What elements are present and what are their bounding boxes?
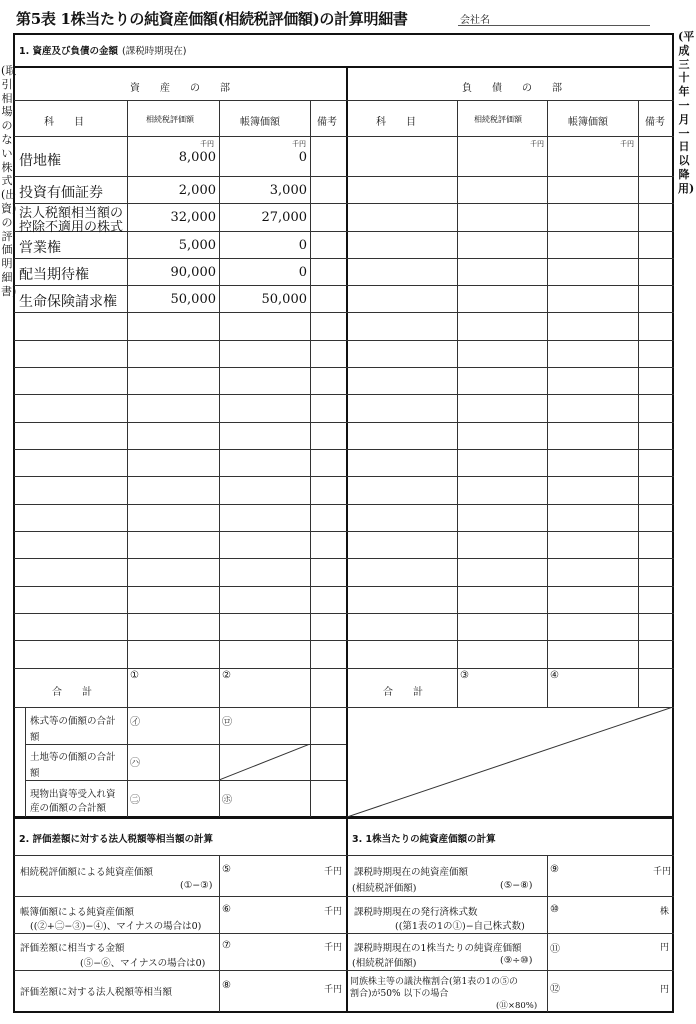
section3-title: 3. 1株当たりの純資産価額の計算 — [352, 834, 496, 845]
asset-inherit-6: 50,000 — [170, 292, 216, 307]
unit-left-inherit: 千円 — [200, 140, 214, 148]
s2-row2-line1: 帳簿価額による純資産価額 — [20, 907, 135, 918]
sub-row-3-mark-1: ㊁ — [130, 795, 140, 806]
total-label-right: 合 計 — [383, 687, 423, 698]
s3-row3-line2a: (相続税評価額) — [352, 958, 417, 969]
total-mark-2: ② — [222, 670, 231, 681]
section1-title: 1. 資産及び負債の金額 (課税時期現在) — [19, 46, 187, 57]
sub-row-3-label-a: 現物出資等受入れ資 — [30, 789, 116, 800]
unit-right-book: 千円 — [620, 140, 634, 148]
col-book-left: 帳簿価額 — [240, 117, 280, 128]
company-name-line[interactable] — [458, 25, 650, 26]
sub-row-3-mark-2: ㋭ — [222, 795, 232, 806]
section2-title: 2. 評価差額に対する法人税額等相当額の計算 — [19, 834, 214, 845]
liabilities-header: 負 債 の 部 — [462, 83, 562, 94]
asset-name-4: 営業権 — [19, 240, 61, 256]
diagonal-strike-large — [347, 707, 673, 817]
col-note-left: 備考 — [317, 117, 337, 128]
s3-row2-unit: 株 — [660, 907, 670, 917]
asset-inherit-1: 8,000 — [178, 150, 216, 165]
sub-row-1-label-b: 額 — [30, 732, 40, 743]
asset-book-4: 0 — [298, 238, 307, 253]
s3-row1-line2a: (相続税評価額) — [352, 883, 417, 894]
asset-book-2: 3,000 — [269, 183, 307, 198]
asset-inherit-4: 5,000 — [178, 238, 216, 253]
s3-row4-line1: 同族株主等の議決権割合(第1表の1の⑤の — [350, 977, 518, 987]
asset-name-6: 生命保険請求権 — [19, 294, 117, 310]
total-mark-3: ③ — [460, 670, 469, 681]
s3-row2-line1: 課税時期現在の発行済株式数 — [354, 907, 478, 918]
s2-row4-mark: ⑧ — [222, 980, 231, 991]
assets-header: 資 産 の 部 — [130, 83, 230, 94]
s3-row3-mark: ⑪ — [550, 944, 560, 955]
s3-row4-line2a: 割合)が50% 以下の場合 — [350, 989, 449, 999]
asset-name-3a: 法人税額相当額の — [19, 206, 124, 221]
s3-row1-line2b: (⑤−⑧) — [500, 880, 533, 891]
s2-row3-mark: ⑦ — [222, 940, 231, 951]
asset-book-6: 50,000 — [261, 292, 307, 307]
s3-row2-mark: ⑩ — [550, 904, 559, 915]
s2-row1-mark: ⑤ — [222, 864, 231, 875]
col-subject-right: 科 目 — [376, 117, 416, 128]
s2-row3-line2: (⑤−⑥、マイナスの場合は0) — [80, 958, 206, 969]
diagonal-strike-small — [219, 744, 310, 780]
asset-book-3: 27,000 — [261, 210, 307, 225]
s2-row1-line2: (①−③) — [180, 880, 213, 891]
s3-row1-unit: 千円 — [653, 867, 672, 877]
col-subject-left: 科 目 — [44, 117, 84, 128]
sub-row-3-label-b: 産の価額の合計額 — [30, 803, 107, 814]
s2-row1-unit: 千円 — [324, 867, 343, 877]
right-side-label: (平成三十年一月一日以降用) — [678, 30, 695, 195]
s2-row1-line1: 相続税評価額による純資産価額 — [20, 867, 154, 878]
unit-left-book: 千円 — [292, 140, 306, 148]
asset-book-1: 0 — [298, 150, 307, 165]
s3-row3-unit: 円 — [660, 943, 670, 953]
asset-name-1: 借地権 — [19, 153, 61, 169]
s3-row3-line1: 課税時期現在の1株当たりの純資産価額 — [354, 943, 522, 954]
col-inherit-left: 相続税評価額 — [146, 115, 194, 124]
s2-row2-mark: ⑥ — [222, 904, 231, 915]
s2-row2-unit: 千円 — [324, 907, 343, 917]
s3-row3-line2b: (⑨÷⑩) — [500, 955, 533, 966]
sub-row-2-label-b: 額 — [30, 768, 40, 779]
asset-inherit-3: 32,000 — [170, 210, 216, 225]
unit-right-inherit: 千円 — [530, 140, 544, 148]
asset-inherit-5: 90,000 — [170, 265, 216, 280]
s2-row3-unit: 千円 — [324, 943, 343, 953]
company-label: 会社名 — [460, 15, 490, 26]
col-inherit-right: 相続税評価額 — [474, 115, 522, 124]
asset-book-5: 0 — [298, 265, 307, 280]
total-label-left: 合 計 — [52, 687, 92, 698]
s3-row4-line2b: (⑪×80%) — [496, 1001, 538, 1011]
asset-name-3b: 控除不適用の株式 — [19, 220, 124, 235]
s3-row4-mark: ⑫ — [550, 984, 560, 995]
total-mark-1: ① — [130, 670, 139, 681]
total-mark-4: ④ — [550, 670, 559, 681]
asset-name-2: 投資有価証券 — [19, 185, 103, 201]
sub-row-1-mark-1: ㋑ — [130, 717, 140, 728]
asset-inherit-2: 2,000 — [178, 183, 216, 198]
sub-row-1-label-a: 株式等の価額の合計 — [30, 716, 116, 727]
col-note-right: 備考 — [645, 117, 665, 128]
form-title: 第5表 1株当たりの純資産価額(相続税評価額)の計算明細書 — [16, 10, 408, 28]
s2-row4-line1: 評価差額に対する法人税額等相当額 — [20, 987, 173, 998]
sub-row-2-mark-1: ㋩ — [130, 758, 140, 769]
sub-row-2-label-a: 土地等の価額の合計 — [30, 752, 116, 763]
asset-name-5: 配当期待権 — [19, 267, 89, 283]
s2-row4-unit: 千円 — [324, 985, 343, 995]
col-book-right: 帳簿価額 — [568, 117, 608, 128]
s3-row4-unit: 円 — [660, 985, 670, 995]
s3-row2-line2b: ((第1表の1の①)−自己株式数) — [395, 921, 525, 932]
s2-row3-line1: 評価差額に相当する金額 — [20, 943, 125, 954]
s3-row1-line1: 課税時期現在の純資産価額 — [354, 867, 469, 878]
s3-row1-mark: ⑨ — [550, 864, 559, 875]
sub-row-1-mark-2: ㋺ — [222, 717, 232, 728]
s2-row2-line2: ((②+㊁−③)−④)、マイナスの場合は0) — [30, 921, 202, 932]
section1-frame — [13, 33, 674, 818]
left-side-label: (取引相場のない株式(出資)の評価明細書) — [1, 64, 17, 298]
